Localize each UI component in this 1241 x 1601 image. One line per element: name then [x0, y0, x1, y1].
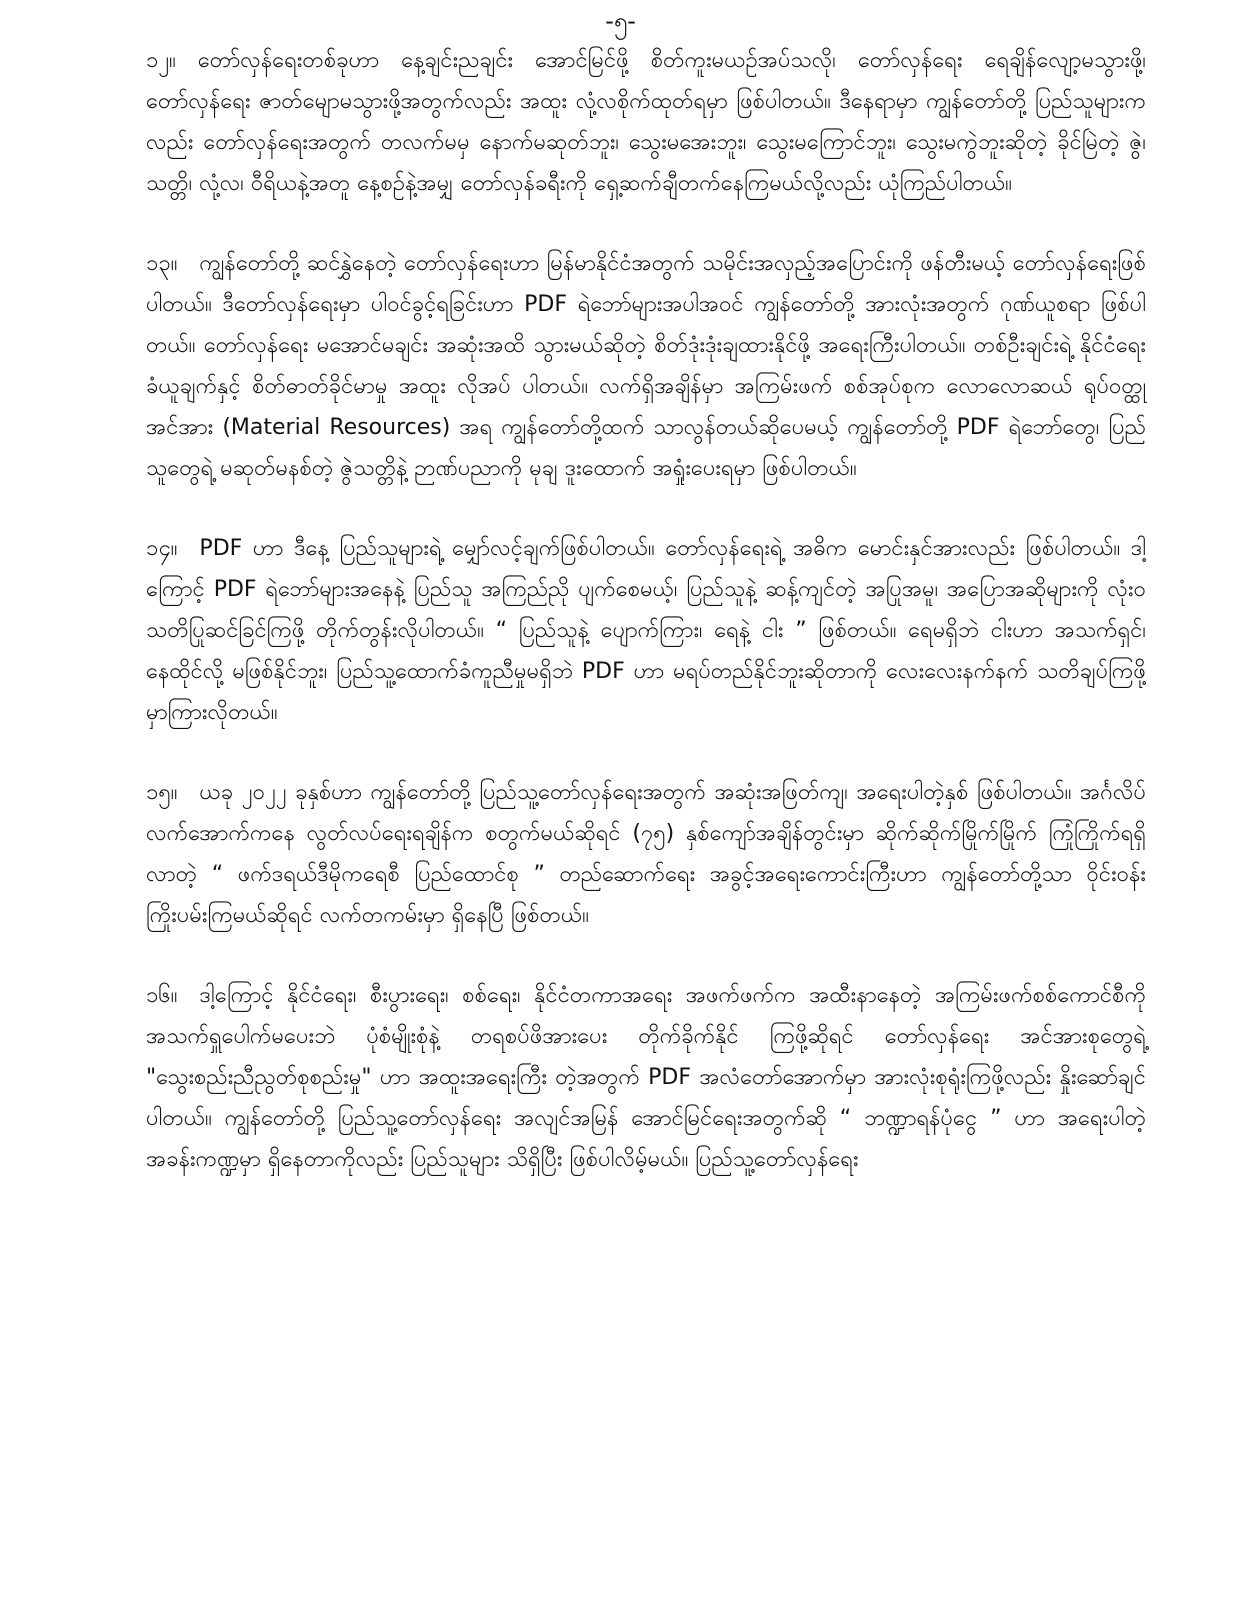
paragraph-text: ဒါ့ကြောင့် နိုင်ငံရေး၊ စီးပွားရေး၊ စစ်ရေး၊ နိုင်ငံတကာအရေး အဖက်ဖက်က အထီးနာနေတဲ့ အကြမ်းဖက်စစ်ကောင်စီကို အသက်ရှူပေါက်မပေးဘဲ ပုံစံမျိုးစုံနဲ့ တရစပ်ဖိအားပေး တိုက်ခိုက်နိုင် ကြဖို့ဆိုရင် တော်လှန်ရေး အင်အားစုတွေရဲ့ "သွေးစည်းညီညွတ်စုစည်းမှု" ဟာ အထူးအရေးကြီး တဲ့အတွက် PDF အလံတော်အောက်မှာ အားလုံးစုရုံးကြဖို့လည်း နှိုးဆော်ချင်ပါတယ်။ ကျွန်တော်တို့ ပြည်သူ့တော်လှန်ရေး အလျင်အမြန် အောင်မြင်ရေးအတွက်ဆို “ ဘဏ္ဍာရန်ပုံငွေ ” ဟာ အရေးပါတဲ့ အခန်းကဏ္ဍမှာ ရှိနေတာကိုလည်း ပြည်သူများ သိရှိပြီး ဖြစ်ပါလိမ့်မယ်။ ပြည်သူ့တော်လှန်ရေး — [146, 983, 1146, 1172]
paragraph-text: PDF ဟာ ဒီနေ့ ပြည်သူများရဲ့ မျှော်လင့်ချက်ဖြစ်ပါတယ်။ တော်လှန်ရေးရဲ့ အဓိက မောင်းနှင်အားလည်း ဖြစ်ပါတယ်။ ဒါ့ကြောင့် PDF ရဲဘော်များအနေနဲ့ ပြည်သူ အကြည်ညို ပျက်စေမယ့်၊ ပြည်သူနဲ့ ဆန့်ကျင်တဲ့ အပြုအမူ၊ အပြောအဆိုများကို လုံးဝ သတိပြုဆင်ခြင်ကြဖို့ တိုက်တွန်းလိုပါတယ်။ “ ပြည်သူနဲ့ ပျောက်ကြား၊ ရေနဲ့ ငါး ” ဖြစ်တယ်။ ရေမရှိဘဲ ငါးဟာ အသက်ရှင်၊ နေထိုင်လို့ မဖြစ်နိုင်ဘူး၊ ပြည်သူ့ထောက်ခံကူညီမှုမရှိဘဲ PDF ဟာ မရပ်တည်နိုင်ဘူးဆိုတာကို လေးလေးနက်နက် သတိချပ်ကြဖို့ မှာကြားလိုတယ်။ — [146, 536, 1146, 725]
paragraph-13 — [146, 243, 1146, 489]
paragraph-text: တော်လှန်ရေးတစ်ခုဟာ နေ့ချင်းညချင်း အောင်မြင်ဖို့ စိတ်ကူးမယဉ်အပ်သလို၊ တော်လှန်ရေး ရေချိန်လျော့မသွားဖို့၊ တော်လှန်ရေး ဇာတ်မျောမသွားဖို့အတွက်လည်း အထူး လုံ့လစိုက်ထုတ်ရမှာ ဖြစ်ပါတယ်။ ဒီနေရာမှာ ကျွန်တော်တို့ ပြည်သူများကလည်း တော်လှန်ရေးအတွက် တလက်မမှ နောက်မဆုတ်ဘူး၊ သွေးမအေးဘူး၊ သွေးမကြောင်ဘူး၊ သွေးမကွဲဘူးဆိုတဲ့ ခိုင်မြဲတဲ့ ဇွဲ၊ သတ္တိ၊ လုံ့လ၊ ဝီရိယနဲ့အတူ နေ့စဉ်နဲ့အမျှ တော်လှန်ခရီးကို ရှေ့ဆက်ချီတက်နေကြမယ်လို့လည်း ယုံကြည်ပါတယ်။ — [146, 48, 1146, 196]
paragraph-number: ၁၂။ — [146, 48, 176, 73]
paragraph-text: ယခု ၂၀၂၂ ခုနှစ်ဟာ ကျွန်တော်တို့ ပြည်သူ့တော်လှန်ရေးအတွက် အဆုံးအဖြတ်ကျ၊ အရေးပါတဲ့နှစ် ဖြစ်ပါတယ်။ အင်္ဂလိပ်လက်အောက်ကနေ လွတ်လပ်ရေးရချိန်က စတွက်မယ်ဆိုရင် (၇၅) နှစ်ကျော်အချိန်တွင်းမှာ ဆိုက်ဆိုက်မြိုက်မြိုက် ကြုံကြိုက်ရရှိလာတဲ့ “ ဖက်ဒရယ်ဒီမိုကရေစီ ပြည်ထောင်စု ” တည်ဆောက်ရေး အခွင့်အရေးကောင်းကြီးဟာ ကျွန်တော်တို့သာ ဝိုင်းဝန်း ကြိုးပမ်းကြမယ်ဆိုရင် လက်တကမ်းမှာ ရှိနေပြီ ဖြစ်တယ်။ — [146, 780, 1146, 928]
paragraph-number: ၁၃။ — [146, 251, 178, 276]
document-body — [146, 40, 1146, 1180]
paragraph-16 — [146, 975, 1146, 1180]
paragraph-text: ကျွန်တော်တို့ ဆင်နွှဲနေတဲ့ တော်လှန်ရေးဟာ မြန်မာနိုင်ငံအတွက် သမိုင်းအလှည့်အပြောင်းကို ဖန်တီးမယ့် တော်လှန်ရေးဖြစ်ပါတယ်။ ဒီတော်လှန်ရေးမှာ ပါဝင်ခွင့်ရခြင်းဟာ PDF ရဲဘော်များအပါအဝင် ကျွန်တော်တို့ အားလုံးအတွက် ဂုဏ်ယူစရာ ဖြစ်ပါတယ်။ တော်လှန်ရေး မအောင်မချင်း အဆုံးအထိ သွားမယ်ဆိုတဲ့ စိတ်ဒုံးဒုံးချထားနိုင်ဖို့ အရေးကြီးပါတယ်။ တစ်ဦးချင်းရဲ့ နိုင်ငံရေးခံယူချက်နှင့် စိတ်ဓာတ်ခိုင်မာမှု အထူး လိုအပ် ပါတယ်။ လက်ရှိအချိန်မှာ အကြမ်းဖက် စစ်အုပ်စုက လောလောဆယ် ရုပ်ဝတ္ထုအင်အား (Material Resources) အရ ကျွန်တော်တို့ထက် သာလွန်တယ်ဆိုပေမယ့် ကျွန်တော်တို့ PDF ရဲဘော်တွေ၊ ပြည်သူတွေရဲ့ မဆုတ်မနစ်တဲ့ ဇွဲသတ္တိနဲ့ ဉာဏ်ပညာကို မုချ ဒူးထောက် အရှုံးပေးရမှာ ဖြစ်ပါတယ်။ — [146, 251, 1146, 481]
paragraph-14 — [146, 528, 1146, 733]
paragraph-15 — [146, 772, 1146, 936]
paragraph-12 — [146, 40, 1146, 204]
page-number: -၅- — [605, 7, 636, 35]
paragraph-number: ၁၆။ — [146, 983, 178, 1008]
paragraph-number: ၁၅။ — [146, 780, 178, 805]
paragraph-number: ၁၄။ — [146, 536, 178, 561]
